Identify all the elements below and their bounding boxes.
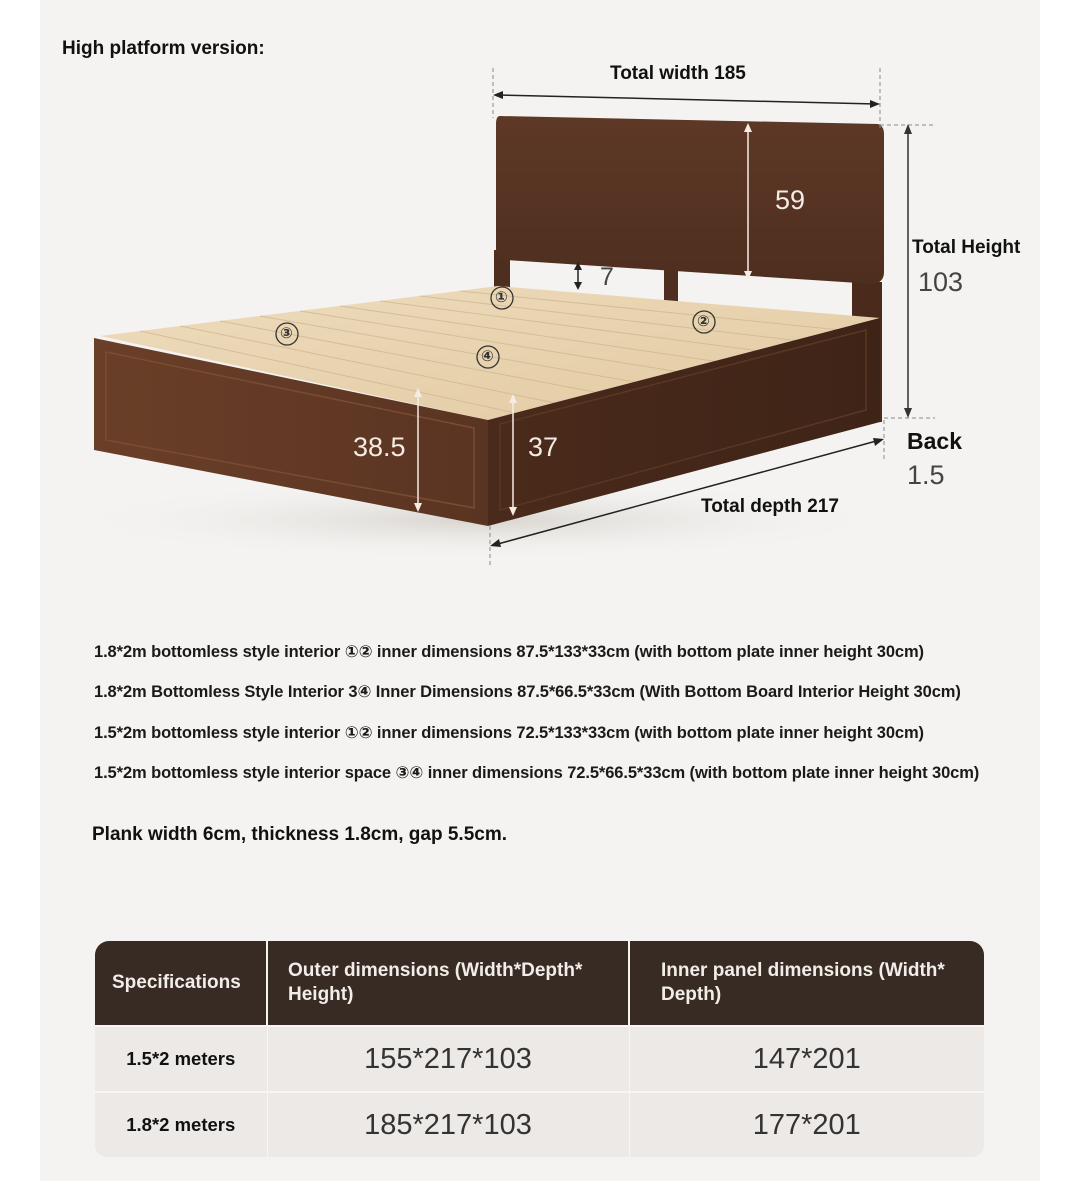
- compartment-4: ④: [481, 348, 494, 365]
- note-line-3: 1.5*2m bottomless style interior ①② inner dimensions 72.5*133*33cm (with bottom plate inner height 30cm): [94, 724, 924, 742]
- spec-cell: 1.5*2 meters: [95, 1026, 267, 1092]
- inner-dim-cell: 147*201: [629, 1026, 984, 1092]
- spec-table: [95, 941, 984, 1157]
- headboard-gap-value: 7: [600, 263, 614, 291]
- inner-dim-cell: 177*201: [629, 1092, 984, 1157]
- header-outer-dimensions: Outer dimensions (Width*Depth* Height): [267, 941, 629, 1026]
- back-label: Back: [907, 428, 962, 454]
- compartment-3: ③: [280, 325, 293, 342]
- front-height-value: 38.5: [353, 432, 406, 462]
- note-line-1: 1.8*2m bottomless style interior ①② inner dimensions 87.5*133*33cm (with bottom plate inner height 30cm): [94, 643, 924, 661]
- compartment-1: ①: [495, 289, 508, 306]
- side-height-value: 37: [528, 432, 559, 462]
- headboard-height-value: 59: [775, 185, 806, 215]
- headboard: [496, 116, 884, 284]
- page-title: High platform version:: [62, 38, 265, 59]
- header-specifications: Specifications: [95, 941, 267, 1026]
- outer-dim-cell: 155*217*103: [267, 1026, 629, 1092]
- plank-note: Plank width 6cm, thickness 1.8cm, gap 5.5cm.: [92, 824, 508, 845]
- note-line-2: 1.8*2m Bottomless Style Interior 3④ Inner Dimensions 87.5*66.5*33cm (With Bottom Board Interior Height 30cm): [94, 683, 961, 701]
- compartment-2: ②: [697, 313, 710, 330]
- total-height-label: Total Height: [912, 237, 1021, 258]
- table-row: [95, 1026, 984, 1092]
- outer-dim-cell: 185*217*103: [267, 1092, 629, 1157]
- total-height-value: 103: [918, 267, 964, 297]
- header-inner-dimensions: Inner panel dimensions (Width* Depth): [629, 941, 984, 1026]
- table-row: [95, 1092, 984, 1157]
- note-line-4: 1.5*2m bottomless style interior space ③④ inner dimensions 72.5*66.5*33cm (with bottom plate inner height 30cm): [94, 764, 980, 782]
- total-width-label: Total width 185: [610, 63, 746, 84]
- table-header-row: [95, 941, 984, 1026]
- back-value: 1.5: [907, 460, 945, 490]
- total-depth-label: Total depth 217: [701, 496, 839, 517]
- spec-cell: 1.8*2 meters: [95, 1092, 267, 1157]
